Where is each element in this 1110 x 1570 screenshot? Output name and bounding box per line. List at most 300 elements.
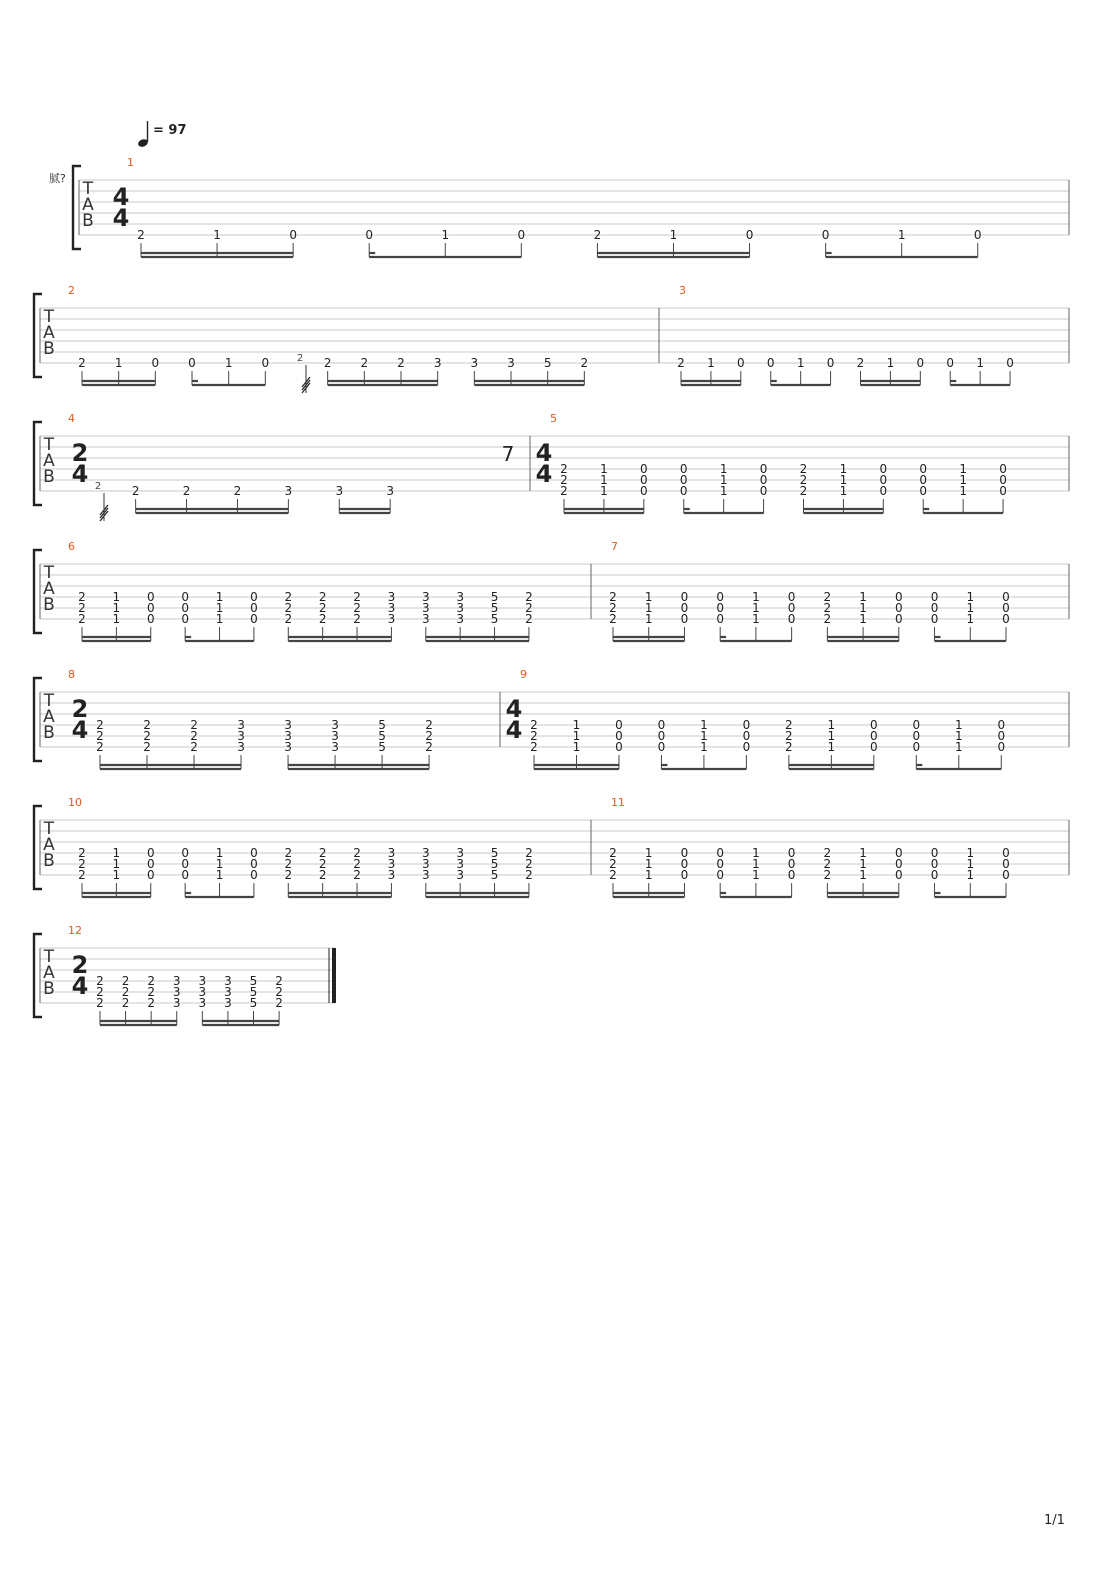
fret-number: 1: [215, 857, 224, 871]
fret-number: 0: [759, 473, 768, 487]
tab-clef-letter: B: [82, 211, 94, 231]
fret-number: 0: [870, 718, 878, 732]
fret-number: 3: [198, 985, 207, 999]
fret-number: 0: [821, 228, 830, 242]
fret-number: 2: [131, 484, 140, 498]
fret-number: 1: [112, 846, 121, 860]
fret-number: 2: [78, 857, 86, 871]
measure-number: 6: [68, 540, 75, 553]
fret-number: 2: [525, 857, 533, 871]
fret-number: 2: [96, 974, 104, 988]
tab-clef-letter: B: [43, 723, 55, 743]
measure-number: 11: [611, 796, 625, 809]
fret-number: 2: [275, 985, 283, 999]
fret-number: 0: [146, 868, 155, 882]
fret-number: 1: [839, 462, 848, 476]
system-bracket: [34, 550, 42, 633]
fret-number: 2: [121, 985, 130, 999]
fret-number: 1: [707, 356, 715, 370]
fret-number: 1: [644, 857, 653, 871]
fret-number: 2: [190, 718, 198, 732]
fret-number: 0: [679, 473, 688, 487]
tab-system: [73, 156, 1069, 257]
fret-number: 2: [78, 868, 86, 882]
fret-number: 2: [525, 868, 533, 882]
fret-number: 0: [742, 740, 751, 754]
fret-number: 1: [796, 356, 805, 370]
fret-number: 1: [859, 601, 867, 615]
fret-number: 1: [859, 868, 867, 882]
fret-number: 0: [742, 718, 751, 732]
fret-number: 1: [752, 868, 760, 882]
fret-number: 1: [112, 612, 121, 626]
fret-number: 3: [172, 985, 181, 999]
tab-clef-letter: A: [82, 195, 94, 215]
system-bracket: [34, 294, 42, 377]
measure-number: 1: [127, 156, 134, 169]
fret-number: 0: [759, 484, 768, 498]
fret-number: 3: [456, 590, 464, 604]
fret-number: 2: [856, 356, 865, 370]
fret-number: 2: [525, 590, 533, 604]
fret-number: 2: [143, 729, 151, 743]
fret-number: 1: [966, 868, 975, 882]
fret-number: 2: [284, 846, 293, 860]
fret-number: 0: [946, 356, 955, 370]
fret-number: 0: [879, 462, 888, 476]
fret-number: 3: [284, 740, 292, 754]
fret-number: 0: [787, 857, 796, 871]
fret-number: 0: [997, 740, 1006, 754]
fret-number: 2: [609, 846, 617, 860]
fret-number: 0: [181, 601, 189, 615]
time-signature-top: 4: [505, 695, 523, 723]
fret-number: 5: [249, 974, 258, 988]
fret-number: 0: [151, 356, 160, 370]
fret-number: 1: [859, 612, 867, 626]
fret-number: 2: [525, 846, 533, 860]
fret-number: 0: [912, 729, 921, 743]
fret-number: 2: [147, 996, 155, 1010]
fret-number: 1: [966, 612, 975, 626]
measure-number: 9: [520, 668, 527, 681]
fret-number: 0: [615, 740, 623, 754]
fret-number: 3: [198, 974, 207, 988]
fret-number: 0: [250, 868, 258, 882]
tab-clef-letter: T: [43, 435, 55, 455]
fret-number: 0: [679, 484, 688, 498]
fret-number: 2: [353, 612, 361, 626]
fret-number: 0: [912, 740, 921, 754]
fret-number: 1: [954, 729, 963, 743]
fret-number: 2: [823, 601, 832, 615]
fret-number: 2: [275, 996, 283, 1010]
fret-number: 3: [456, 846, 464, 860]
measure-number: 2: [68, 284, 75, 297]
fret-number: 0: [894, 857, 903, 871]
fret-number: 3: [421, 601, 430, 615]
fret-number: 1: [644, 601, 653, 615]
time-signature-bottom: 4: [505, 716, 523, 744]
fret-number: 1: [752, 846, 760, 860]
fret-number: 2: [353, 857, 361, 871]
fret-number: 2: [609, 612, 617, 626]
fret-number: 2: [530, 718, 538, 732]
fret-number: 1: [224, 356, 233, 370]
fret-number: 2: [78, 612, 86, 626]
fret-number: 2: [609, 868, 617, 882]
fret-number: 2: [609, 601, 617, 615]
fret-number: 0: [716, 857, 724, 871]
fret-number: 0: [894, 612, 903, 626]
fret-number: 1: [215, 601, 224, 615]
fret-number: 2: [284, 601, 293, 615]
fret-number: 2: [78, 590, 86, 604]
fret-number: 0: [181, 857, 189, 871]
fret-number: 0: [250, 857, 258, 871]
fret-number: 2: [143, 718, 151, 732]
fret-number: 5: [490, 612, 499, 626]
fret-number: 1: [959, 462, 967, 476]
fret-number: 5: [490, 590, 499, 604]
tab-clef-letter: B: [43, 467, 55, 487]
fret-number: 0: [1002, 601, 1010, 615]
time-signature-top: 4: [535, 439, 553, 467]
tab-clef-letter: T: [43, 563, 55, 583]
fret-number: 1: [827, 729, 836, 743]
tab-system: [34, 540, 1069, 641]
fret-number: 1: [976, 356, 984, 370]
fret-number: 2: [425, 740, 433, 754]
fret-number: 1: [954, 740, 963, 754]
fret-number: 0: [716, 601, 724, 615]
fret-number: 0: [640, 484, 648, 498]
measure-number: 4: [68, 412, 75, 425]
fret-number: 0: [999, 462, 1007, 476]
fret-number: 2: [147, 985, 155, 999]
fret-number: 0: [181, 868, 189, 882]
fret-number: 1: [966, 601, 975, 615]
fret-number: 2: [823, 846, 832, 860]
fret-number: 2: [96, 718, 104, 732]
fret-number: 3: [284, 729, 292, 743]
fret-number: 1: [600, 473, 608, 487]
fret-number: 1: [644, 846, 653, 860]
fret-number: 0: [1002, 846, 1010, 860]
fret-number: 0: [930, 846, 939, 860]
fret-number: 5: [490, 868, 499, 882]
fret-number: 2: [284, 868, 293, 882]
fret-number: 2: [560, 462, 568, 476]
fret-number: 2: [425, 718, 433, 732]
tempo-value: = 97: [153, 123, 187, 138]
fret-number: 1: [954, 718, 963, 732]
fret-number: 0: [787, 590, 796, 604]
fret-number: 5: [378, 718, 386, 732]
fret-number: 2: [121, 974, 130, 988]
fret-number: 2: [275, 974, 283, 988]
fret-number: 0: [657, 740, 666, 754]
tab-clef-letter: A: [43, 707, 55, 727]
fret-number: 0: [916, 356, 925, 370]
fret-number: 0: [657, 729, 666, 743]
fret-number: 1: [719, 484, 728, 498]
fret-number: 0: [640, 473, 648, 487]
grace-note-fret: 2: [94, 481, 102, 492]
fret-number: 0: [181, 590, 189, 604]
fret-number: 1: [752, 612, 760, 626]
fret-number: 0: [870, 740, 878, 754]
fret-number: 1: [966, 846, 975, 860]
fret-number: 1: [114, 356, 123, 370]
fret-number: 2: [96, 985, 104, 999]
fret-number: 3: [387, 601, 396, 615]
fret-number: 2: [96, 996, 104, 1010]
fret-number: 1: [859, 846, 867, 860]
fret-number: 0: [250, 846, 258, 860]
fret-number: 0: [973, 228, 982, 242]
fret-number: 2: [96, 729, 104, 743]
fret-number: 3: [237, 740, 245, 754]
fret-number: 0: [716, 868, 724, 882]
tab-clef-letter: T: [43, 691, 55, 711]
tab-clef-letter: T: [82, 179, 94, 199]
fret-number: 2: [353, 590, 361, 604]
fret-number: 2: [785, 718, 793, 732]
fret-number: 0: [870, 729, 878, 743]
fret-number: 1: [959, 484, 967, 498]
fret-number: 0: [879, 484, 888, 498]
fret-number: 3: [387, 868, 396, 882]
fret-number: 2: [318, 868, 327, 882]
fret-number: 1: [215, 612, 224, 626]
fret-number: 3: [172, 996, 181, 1010]
fret-number: 1: [839, 473, 848, 487]
fret-number: 3: [284, 718, 292, 732]
system-bracket: [34, 806, 42, 889]
time-signature-bottom: 4: [535, 460, 553, 488]
fret-number: 2: [530, 729, 538, 743]
fret-number: 0: [1006, 356, 1014, 370]
fret-number: 1: [839, 484, 848, 498]
fret-number: 2: [530, 740, 538, 754]
fret-number: 2: [823, 590, 832, 604]
fret-number: 0: [745, 228, 754, 242]
fret-number: 0: [787, 846, 796, 860]
fret-number: 2: [137, 228, 145, 242]
measure-number: 8: [68, 668, 75, 681]
fret-number: 2: [318, 601, 327, 615]
fret-number: 1: [897, 228, 906, 242]
fret-number: 2: [233, 484, 242, 498]
fret-number: 0: [1002, 612, 1010, 626]
fret-number: 5: [490, 857, 499, 871]
fret-number: 1: [752, 590, 760, 604]
fret-number: 2: [78, 601, 86, 615]
fret-number: 3: [456, 612, 464, 626]
fret-number: 3: [387, 590, 396, 604]
fret-number: 0: [1002, 590, 1010, 604]
fret-number: 0: [289, 228, 297, 242]
fret-number: 0: [680, 857, 689, 871]
fret-number: 3: [421, 846, 430, 860]
tab-systems: [34, 156, 1069, 1025]
tab-clef-letter: B: [43, 851, 55, 871]
fret-number: 0: [766, 356, 775, 370]
fret-number: 1: [644, 590, 653, 604]
fret-number: 2: [823, 868, 832, 882]
fret-number: 1: [886, 356, 895, 370]
fret-number: 1: [719, 473, 728, 487]
fret-number: 0: [146, 612, 155, 626]
fret-number: 2: [560, 473, 568, 487]
fret-number: 3: [386, 484, 395, 498]
fret-number: 2: [353, 601, 361, 615]
fret-number: 1: [752, 601, 760, 615]
fret-number: 0: [181, 612, 189, 626]
fret-number: 3: [456, 857, 464, 871]
fret-number: 1: [700, 740, 708, 754]
fret-number: 2: [397, 356, 405, 370]
fret-number: 2: [78, 356, 86, 370]
fret-number: 1: [215, 868, 224, 882]
fret-number: 1: [112, 868, 121, 882]
fret-number: 2: [318, 846, 327, 860]
fret-number: 0: [615, 718, 623, 732]
fret-number: 2: [182, 484, 191, 498]
fret-number: 0: [615, 729, 623, 743]
system-bracket: [34, 934, 42, 1017]
tab-clef-letter: B: [43, 595, 55, 615]
fret-number: 5: [249, 985, 258, 999]
fret-number: 0: [737, 356, 745, 370]
fret-number: 5: [378, 740, 386, 754]
fret-number: 5: [490, 601, 499, 615]
fret-number: 0: [250, 612, 258, 626]
fret-number: 2: [78, 846, 86, 860]
fret-number: 1: [669, 228, 678, 242]
fret-number: 1: [644, 868, 653, 882]
eighth-rest-icon: 7: [501, 442, 515, 466]
tab-system: [34, 924, 335, 1025]
fret-number: 1: [600, 484, 608, 498]
tab-system: [34, 796, 1069, 897]
fret-number: 3: [421, 857, 430, 871]
system-bracket: [34, 678, 42, 761]
time-signature-top: 2: [71, 695, 89, 723]
fret-number: 3: [433, 356, 442, 370]
fret-number: 0: [787, 601, 796, 615]
fret-number: 0: [879, 473, 888, 487]
fret-number: 3: [387, 612, 396, 626]
fret-number: 2: [96, 740, 104, 754]
fret-number: 0: [742, 729, 751, 743]
fret-number: 1: [966, 857, 975, 871]
fret-number: 2: [823, 857, 832, 871]
fret-number: 0: [930, 868, 939, 882]
fret-number: 5: [378, 729, 386, 743]
fret-number: 2: [353, 846, 361, 860]
fret-number: 0: [912, 718, 921, 732]
fret-number: 3: [335, 484, 344, 498]
fret-number: 3: [237, 729, 245, 743]
fret-number: 1: [215, 590, 224, 604]
fret-number: 2: [318, 612, 327, 626]
fret-number: 2: [425, 729, 433, 743]
fret-number: 0: [679, 462, 688, 476]
fret-number: 0: [680, 601, 689, 615]
fret-number: 0: [365, 228, 374, 242]
fret-number: 0: [517, 228, 526, 242]
fret-number: 3: [387, 857, 396, 871]
fret-number: 3: [172, 974, 181, 988]
fret-number: 2: [677, 356, 685, 370]
fret-number: 0: [188, 356, 196, 370]
fret-number: 2: [580, 356, 589, 370]
fret-number: 0: [1002, 868, 1010, 882]
tempo-marking: [137, 121, 186, 148]
fret-number: 0: [716, 612, 724, 626]
tab-clef-letter: T: [43, 819, 55, 839]
fret-number: 2: [609, 590, 617, 604]
fret-number: 0: [826, 356, 835, 370]
fret-number: 0: [894, 868, 903, 882]
tab-clef-letter: B: [43, 979, 55, 999]
fret-number: 2: [190, 740, 198, 754]
fret-number: 0: [919, 462, 928, 476]
instrument-label: 腻?: [49, 172, 66, 185]
fret-number: 2: [147, 974, 155, 988]
tab-clef-letter: A: [43, 963, 55, 983]
measure-number: 3: [679, 284, 686, 297]
fret-number: 0: [657, 718, 666, 732]
fret-number: 3: [387, 846, 396, 860]
time-signature-top: 2: [71, 951, 89, 979]
grace-note-fret: 2: [296, 353, 304, 364]
tab-system: [34, 668, 1069, 769]
fret-number: 2: [284, 590, 293, 604]
fret-number: 0: [146, 590, 155, 604]
measure-number: 7: [611, 540, 618, 553]
fret-number: 1: [859, 590, 867, 604]
fret-number: 5: [490, 846, 499, 860]
fret-number: 1: [644, 612, 653, 626]
tab-clef-letter: A: [43, 451, 55, 471]
fret-number: 2: [318, 857, 327, 871]
fret-number: 3: [284, 484, 293, 498]
fret-number: 0: [894, 590, 903, 604]
fret-number: 2: [360, 356, 369, 370]
fret-number: 2: [785, 740, 793, 754]
fret-number: 3: [470, 356, 479, 370]
fret-number: 0: [680, 612, 689, 626]
tab-clef-letter: B: [43, 339, 55, 359]
fret-number: 0: [930, 601, 939, 615]
fret-number: 0: [997, 718, 1006, 732]
fret-number: 0: [181, 846, 189, 860]
time-signature-bottom: 4: [71, 716, 89, 744]
fret-number: 0: [640, 462, 648, 476]
fret-number: 2: [353, 868, 361, 882]
tab-system: [34, 412, 1069, 521]
fret-number: 2: [560, 484, 568, 498]
fret-number: 2: [190, 729, 198, 743]
measure-number: 5: [550, 412, 557, 425]
fret-number: 2: [609, 857, 617, 871]
fret-number: 2: [318, 590, 327, 604]
tab-clef-letter: T: [43, 947, 55, 967]
tab-clef-letter: A: [43, 835, 55, 855]
